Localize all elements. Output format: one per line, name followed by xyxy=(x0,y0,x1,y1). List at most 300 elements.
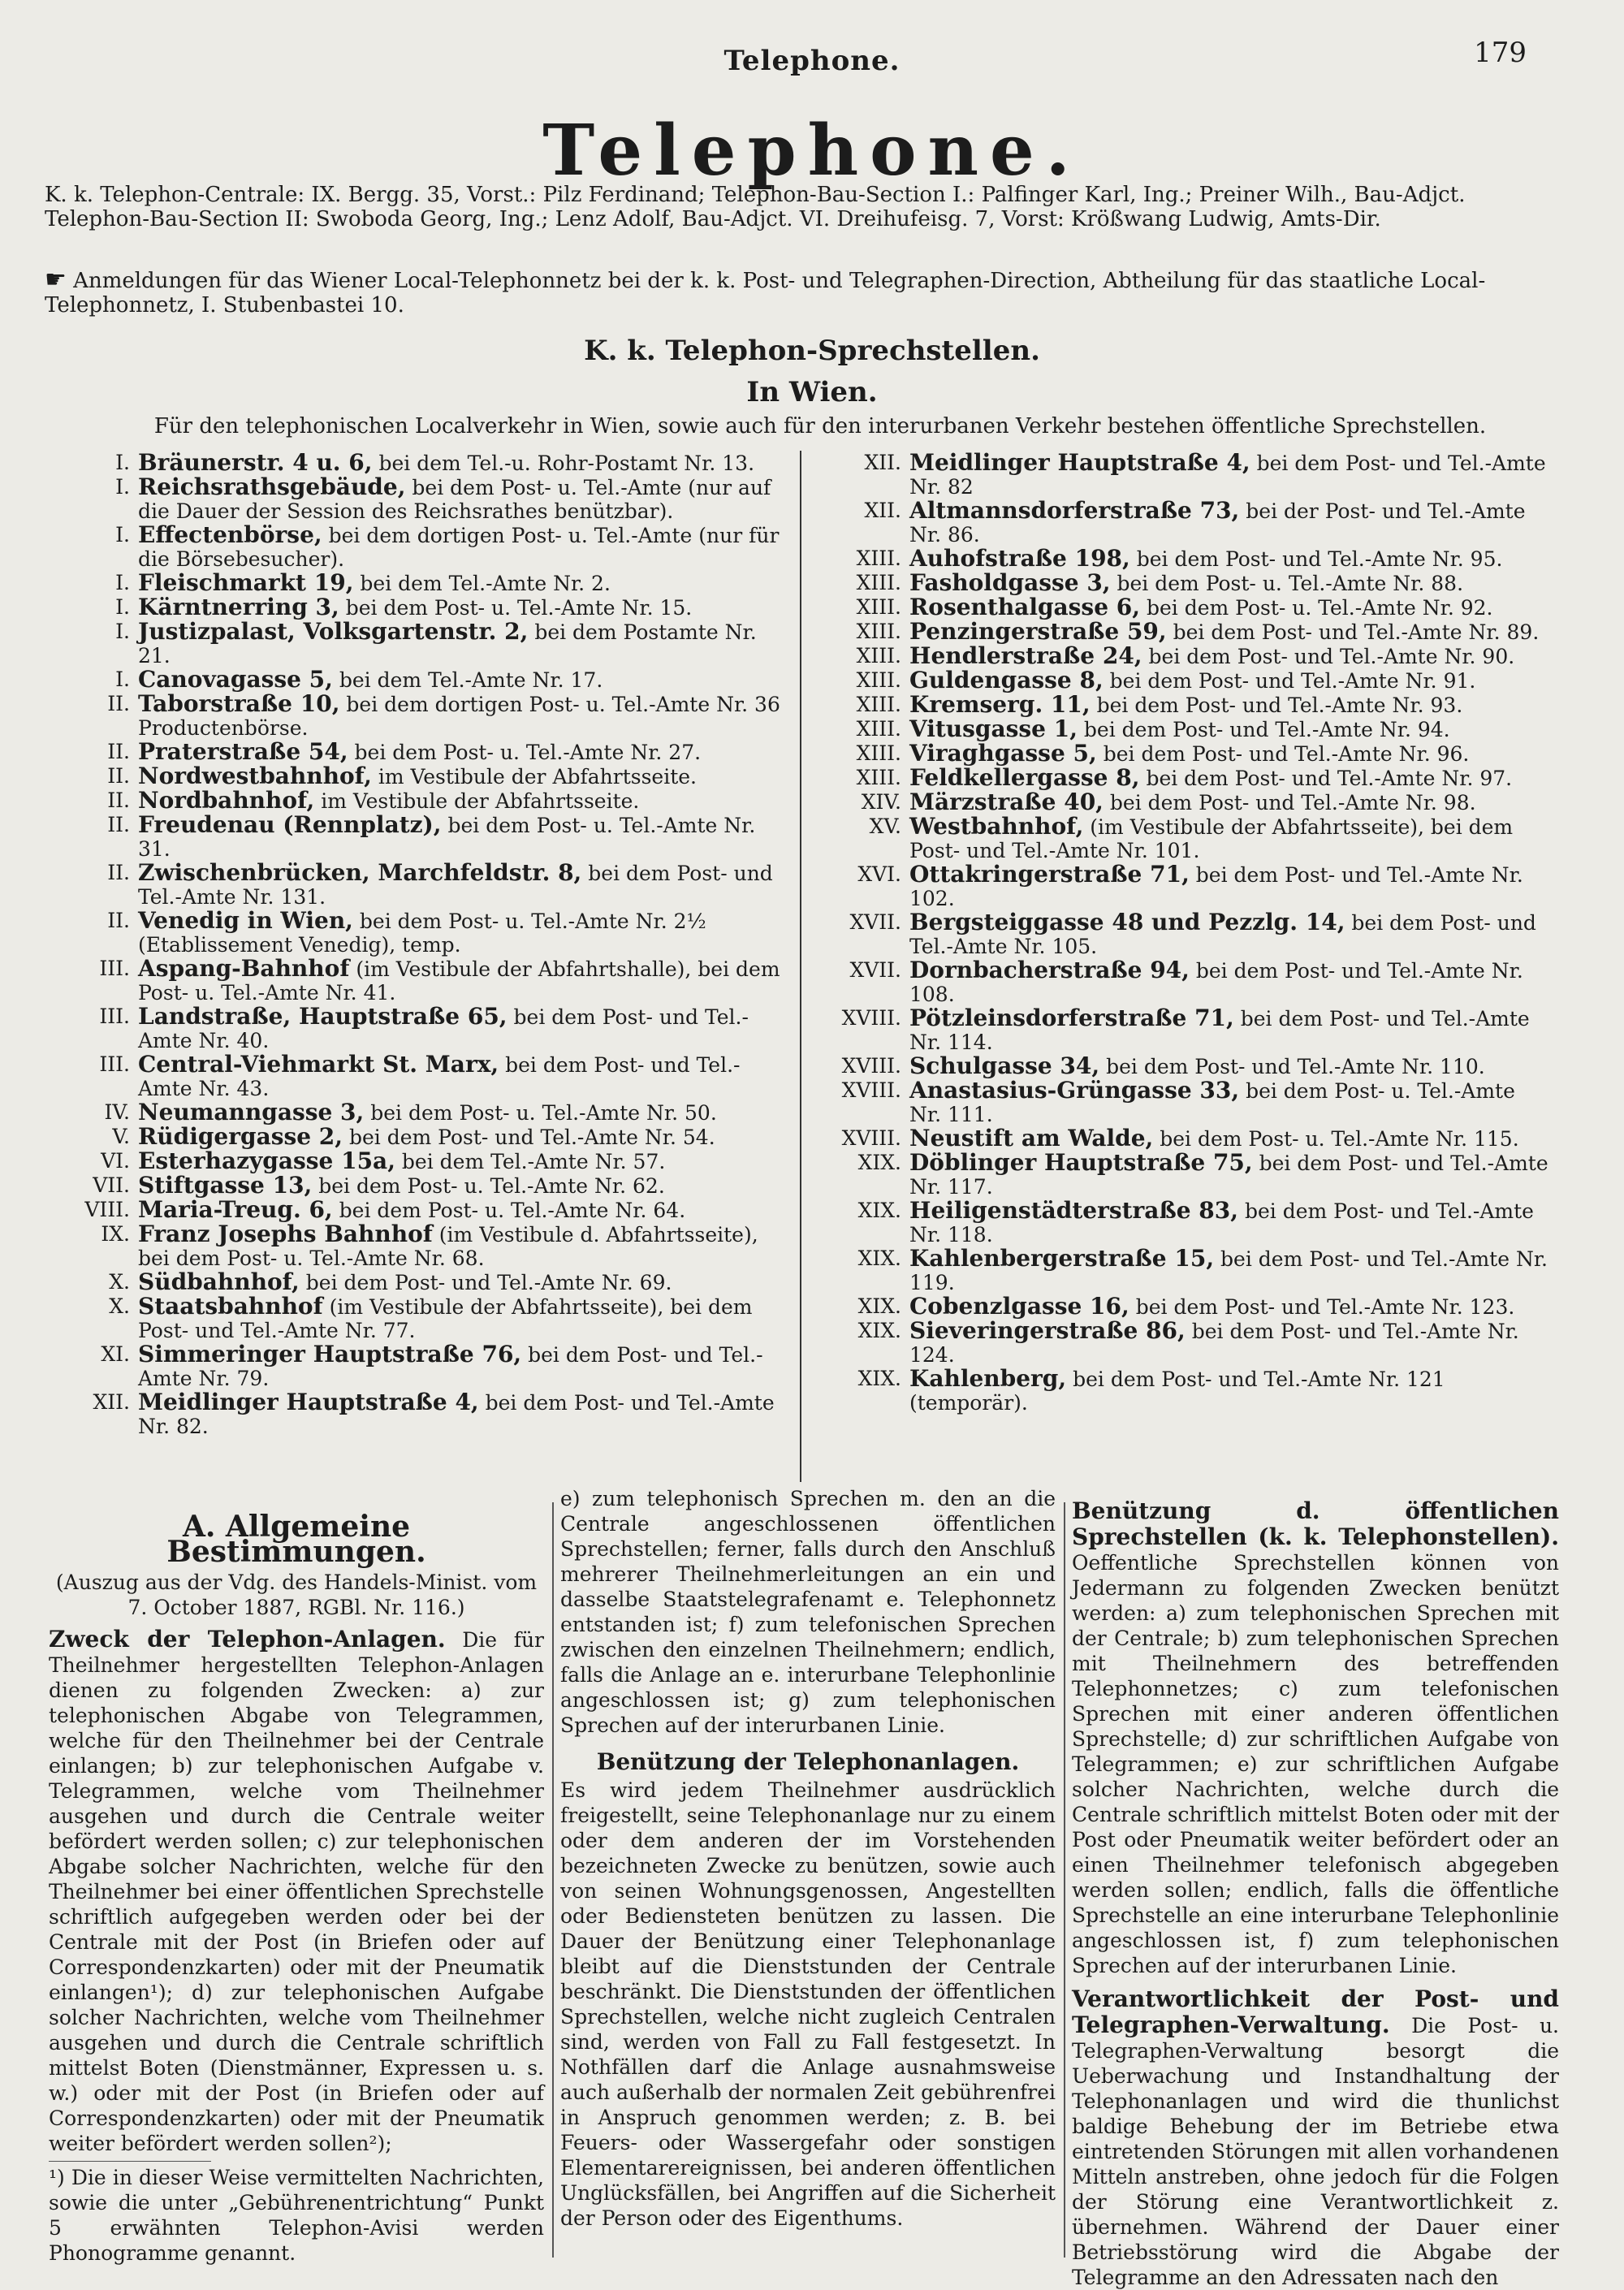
street-name: Central-Viehmarkt St. Marx, xyxy=(138,1051,499,1078)
district-number: XII. xyxy=(864,451,901,474)
sprechstelle-entry xyxy=(73,764,788,789)
entry-text xyxy=(138,523,788,571)
sprechstellen-right-column xyxy=(820,451,1551,1415)
street-name: Feldkellergasse 8, xyxy=(909,764,1140,791)
centrale-paragraph: K. k. Telephon-Centrale: IX. Bergg. 35, Vorst.: Pilz Ferdinand; Telephon-Bau-Section I.: Palfinger Karl, Ing.; Preiner Wilh., Bau-Adjct. Telephon-Bau-Section II: Swoboda Georg, Ing.; Lenz Adolf, Bau-Adjct. VI. Dreihufeisg. 7, Vorst: Krößwang Ludwig, Amts-Dir. xyxy=(45,183,1466,231)
sprechstelle-entry xyxy=(73,1149,788,1173)
entry-text xyxy=(138,1052,788,1100)
district-number: XIX. xyxy=(857,1199,901,1222)
street-name: Zwischenbrücken, Marchfeldstr. 8, xyxy=(138,859,582,886)
street-name: Freudenau (Rennplatz), xyxy=(138,811,442,838)
wien-note: Für den telephonischen Localverkehr in Wien, sowie auch für den interurbanen Verkehr bestehen öffentliche Sprechstellen. xyxy=(153,414,1487,439)
office-info: bei dem Post- und Tel.-Amte Nr. 121 (temporär). xyxy=(909,1368,1445,1415)
office-info: bei dem Post- und Tel.-Amte Nr. 123. xyxy=(1135,1295,1515,1319)
district-number: XIII. xyxy=(856,547,901,570)
sprechstelle-entry xyxy=(73,1100,788,1125)
sprechstelle-entry xyxy=(820,595,1551,620)
office-info: bei dem Post- und Tel.-Amte Nr. 43. xyxy=(138,1053,741,1100)
office-info: bei dem Post- und Tel.-Amte Nr. 54. xyxy=(348,1126,715,1149)
office-info: bei dem Post- und Tel.-Amte Nr. 118. xyxy=(909,1199,1534,1247)
column-divider xyxy=(800,451,801,1482)
anmeldung-paragraph xyxy=(45,268,1531,318)
entry-text xyxy=(138,740,788,764)
sprechstelle-entry xyxy=(73,909,788,957)
office-info: (im Vestibule der Abfahrtsseite), bei dem Post- und Tel.-Amte Nr. 77. xyxy=(138,1295,753,1342)
office-info: bei dem dortigen Post- u. Tel.-Amte Nr. 36 Productenbörse. xyxy=(138,693,780,740)
district-number: X. xyxy=(109,1294,130,1318)
entry-text xyxy=(909,1247,1551,1294)
office-info: bei dem dortigen Post- u. Tel.-Amte (nur für die Börsebesucher). xyxy=(138,524,780,571)
entry-text xyxy=(909,571,1551,595)
entry-text xyxy=(909,693,1551,717)
footnote: ¹) Die in dieser Weise vermittelten Nachrichten, sowie die unter „Gebührenentrichtung“ Punkt 5 erwähnten Telephon-Avisi werden Phonogramme genannt. xyxy=(49,2166,544,2265)
anmeldung-text: Anmeldungen für das Wiener Local-Telephonnetz bei der k. k. Post- und Telegraphen-Direction, Abtheilung für das staatliche Local-Telephonnetz, I. Stubenbastei 10. xyxy=(45,269,1486,318)
oeffentliche-heading: Benützung d. öffentlichen Sprechstellen (k. k. Telephonstellen). xyxy=(1072,1497,1559,1550)
entry-text xyxy=(909,644,1551,668)
entry-text xyxy=(909,451,1551,499)
office-info: bei dem Postamte Nr. 21. xyxy=(138,620,757,668)
office-info: (im Vestibule der Abfahrtsseite), bei dem Post- und Tel.-Amte Nr. 101. xyxy=(909,815,1514,862)
entry-text xyxy=(909,1199,1551,1247)
district-number: I. xyxy=(115,571,130,594)
district-number: II. xyxy=(107,909,130,932)
district-number: XIX. xyxy=(857,1247,901,1270)
street-name: Effectenbörse, xyxy=(138,521,322,548)
sprechstelle-entry xyxy=(820,499,1551,547)
district-number: I. xyxy=(115,523,130,547)
office-info: bei dem Post- und Tel.-Amte Nr. 102. xyxy=(909,863,1523,910)
district-number: III. xyxy=(99,1005,130,1028)
sprechstelle-entry xyxy=(73,740,788,764)
office-info: bei dem Post- und Tel.-Amte Nr. 96. xyxy=(1103,742,1470,766)
entry-text xyxy=(909,910,1551,958)
office-info: bei dem Post- und Tel.-Amte Nr. 105. xyxy=(909,911,1536,958)
office-info: bei dem Post- und Tel.-Amte Nr. 82 xyxy=(909,452,1546,499)
district-number: I. xyxy=(115,595,130,619)
sprechstelle-entry xyxy=(820,1247,1551,1294)
office-info: im Vestibule der Abfahrtsseite. xyxy=(321,789,640,813)
district-number: XIII. xyxy=(856,668,901,692)
page-title: Telephone. xyxy=(542,110,1082,192)
street-name: Praterstraße 54, xyxy=(138,738,348,765)
district-number: XI. xyxy=(101,1342,130,1366)
district-number: XVIII. xyxy=(841,1078,901,1102)
entry-text xyxy=(909,862,1551,910)
benuetzung-text: Es wird jedem Theilnehmer ausdrücklich freigestellt, seine Telephonanlage nur zu einem oder dem anderen der im Vorstehenden bezeichneten Zwecke zu benützen, sowie auch von seinen Wohnungsgenossen, Angestellten oder Bediensteten benützen zu lassen. Die Dauer der Benützung einer Telephonanlage bleibt auf die Dienststunden der Centrale beschränkt. Die Dienststunden der öffentlichen Sprechstellen, welche nicht zugleich Centralen sind, werden von Fall zu Fall festgesetzt. In Nothfällen darf die Anlage ausnahmsweise auch außerhalb der normalen Zeit gebührenfrei in Anspruch genommen werden; z. B. bei Feuers- oder Wassergefahr oder sonstigen Elementarereignissen, bei anderen öffentlichen Unglücksfällen, bei Angriffen auf die Sicherheit der Person oder des Eigenthums. xyxy=(560,1778,1056,2230)
sprechstelle-entry xyxy=(73,1294,788,1342)
street-name: Aspang-Bahnhof xyxy=(138,955,350,982)
district-number: XIII. xyxy=(856,571,901,594)
street-name: Venedig in Wien, xyxy=(138,907,353,934)
street-name: Ottakringerstraße 71, xyxy=(909,861,1190,888)
street-name: Fleischmarkt 19, xyxy=(138,569,354,596)
entry-text xyxy=(138,1198,788,1222)
sprechstelle-entry xyxy=(73,1390,788,1438)
office-info: bei dem Tel.-Amte Nr. 57. xyxy=(401,1150,666,1173)
street-name: Sieveringerstraße 86, xyxy=(909,1317,1186,1344)
district-number: III. xyxy=(99,1052,130,1076)
verantwortlichkeit-text: Die Post- u. Telegraphen-Verwaltung besorgt die Ueberwachung und Instandhaltung der Telephonanlagen und wird die thunlichst baldige Behebung der im Betriebe etwa eintretenden Störungen mit allen vorhandenen Mitteln anstreben, ohne jedoch für die Folgen der Störung eine Verantwortlichkeit z. übernehmen. Während der Dauer einer Betriebsstörung wird die Abgabe der Telegramme an den Adressaten nach den xyxy=(1072,2014,1559,2289)
entry-text xyxy=(909,1151,1551,1199)
column-rule xyxy=(1064,1502,1065,2258)
district-number: XVII. xyxy=(849,910,901,934)
office-info: bei dem Post- und Tel.-Amte Nr. 110. xyxy=(1106,1055,1485,1078)
entry-text xyxy=(138,1222,788,1270)
sprechstelle-entry xyxy=(73,1270,788,1294)
entry-text xyxy=(909,1126,1551,1151)
sprechstelle-entry xyxy=(820,644,1551,668)
sprechstelle-entry xyxy=(820,571,1551,595)
sprechstelle-entry xyxy=(820,1078,1551,1126)
district-number: XVIII. xyxy=(841,1006,901,1030)
office-info: bei dem Post- und Tel.-Amte Nr. 95. xyxy=(1136,547,1503,571)
entry-text xyxy=(909,668,1551,693)
sprechstelle-entry xyxy=(73,1125,788,1149)
entry-text xyxy=(138,764,788,789)
district-number: III. xyxy=(99,957,130,980)
entry-text xyxy=(909,499,1551,547)
street-name: Kärntnerring 3, xyxy=(138,594,339,620)
sprechstelle-entry xyxy=(820,766,1551,790)
sprechstelle-entry xyxy=(820,1319,1551,1367)
street-name: Neumanngasse 3, xyxy=(138,1099,365,1126)
street-name: Dornbacherstraße 94, xyxy=(909,957,1190,983)
district-number: V. xyxy=(112,1125,130,1148)
entry-text xyxy=(138,1149,788,1173)
street-name: Hendlerstraße 24, xyxy=(909,642,1142,669)
entry-text xyxy=(909,1367,1551,1415)
street-name: Bergsteiggasse 48 und Pezzlg. 14, xyxy=(909,909,1345,935)
entry-text xyxy=(909,741,1551,766)
sprechstelle-entry xyxy=(73,1173,788,1198)
sprechstelle-entry xyxy=(820,1126,1551,1151)
entry-text xyxy=(138,1294,788,1342)
street-name: Reichsrathsgebäude, xyxy=(138,473,406,500)
sprechstelle-entry xyxy=(820,620,1551,644)
sprechstelle-entry xyxy=(820,910,1551,958)
entry-text xyxy=(909,814,1551,862)
pointing-hand-icon: ☛ xyxy=(45,266,67,294)
zweck-continuation: e) zum telephonisch Sprechen m. den an die Centrale angeschlossenen öffentlichen Sprechstellen; ferner, falls durch den Anschluß mehrerer Theilnehmerleitungen an ein und dasselbe Staatstelegrafenamt e. Telephonnetz entstanden ist; f) zum telefonischen Sprechen zwischen den einzelnen Theilnehmern; endlich, falls die Anlage an e. interurbane Telephonlinie angeschlossen ist; g) zum telephonischen Sprechen auf der interurbanen Linie. xyxy=(560,1487,1056,1737)
entry-text xyxy=(138,957,788,1005)
street-name: Penzingerstraße 59, xyxy=(909,618,1167,645)
street-name: Staatsbahnhof xyxy=(138,1293,323,1320)
sprechstellen-left-column xyxy=(73,451,788,1438)
office-info: bei dem Post- u. Tel.-Amte Nr. 15. xyxy=(345,596,693,620)
office-info: bei dem Post- und Tel.-Amte Nr. 82. xyxy=(138,1391,775,1438)
street-name: Auhofstraße 198, xyxy=(909,545,1130,572)
entry-text xyxy=(138,571,788,595)
sprechstelle-entry xyxy=(73,475,788,523)
office-info: bei der Post- und Tel.-Amte Nr. 86. xyxy=(909,499,1526,547)
office-info: im Vestibule der Abfahrtsseite. xyxy=(378,765,697,789)
column-rule xyxy=(552,1502,554,2258)
office-info: bei dem Post- und Tel.-Amte Nr. 69. xyxy=(305,1271,672,1294)
sprechstelle-entry xyxy=(73,957,788,1005)
street-name: Fasholdgasse 3, xyxy=(909,569,1111,596)
entry-text xyxy=(909,790,1551,814)
sprechstelle-entry xyxy=(820,862,1551,910)
district-number: I. xyxy=(115,620,130,643)
street-name: Döblinger Hauptstraße 75, xyxy=(909,1149,1253,1176)
street-name: Canovagasse 5, xyxy=(138,666,333,693)
sprechstelle-entry xyxy=(820,1054,1551,1078)
street-name: Meidlinger Hauptstraße 4, xyxy=(138,1389,479,1415)
zweck-text: Die für Theilnehmer hergestellten Telephon-Anlagen dienen zu folgenden Zwecken: a) zur telephonischen Abgabe von Telegrammen, welche für den Theilnehmer bei der Centrale einlangen; b) zur telephonischen Aufgabe v. Telegrammen, welche vom Theilnehmer ausgehen und durch die Centrale weiter befördert werden sollen; c) zur telephonischen Abgabe solcher Nachrichten, welche für den Theilnehmer bei einer öffentlichen Sprechstelle schriftlich aufgegeben werden oder bei der Centrale mit der Post (in Briefen oder auf Correspondenzkarten) oder mit der Pneumatik einlangen¹); d) zur telephonischen Aufgabe solcher Nachrichten, welche vom Theilnehmer ausgehen und durch die Centrale schriftlich mittelst Boten (Dienstmänner, Expressen u. s. w.) oder mit der Post (in Briefen oder auf Correspondenzkarten) oder mit der Pneumatik weiter befördert werden sollen²); xyxy=(49,1628,544,2155)
sprechstellen-heading: K. k. Telephon-Sprechstellen. xyxy=(584,335,1040,367)
street-name: Heiligenstädterstraße 83, xyxy=(909,1197,1238,1224)
office-info: bei dem Post- u. Tel.-Amte Nr. 111. xyxy=(909,1079,1515,1126)
district-number: XIX. xyxy=(857,1319,901,1342)
entry-text xyxy=(909,595,1551,620)
sprechstelle-entry xyxy=(820,790,1551,814)
district-number: II. xyxy=(107,789,130,812)
entry-text xyxy=(909,620,1551,644)
entry-text xyxy=(138,1270,788,1294)
sprechstelle-entry xyxy=(73,813,788,861)
street-name: Taborstraße 10, xyxy=(138,690,340,717)
sprechstelle-entry xyxy=(73,668,788,692)
street-name: Kahlenberg, xyxy=(909,1365,1067,1392)
entry-text xyxy=(138,1390,788,1438)
running-title: Telephone. xyxy=(723,45,901,77)
street-name: Landstraße, Hauptstraße 65, xyxy=(138,1003,508,1030)
sprechstelle-entry xyxy=(820,547,1551,571)
entry-text xyxy=(138,668,788,692)
sprechstelle-entry xyxy=(820,958,1551,1006)
office-info: bei dem Tel.-Amte Nr. 2. xyxy=(360,572,611,595)
office-info: bei dem Post- u. Tel.-Amte Nr. 115. xyxy=(1160,1127,1519,1151)
street-name: Pötzleinsdorferstraße 71, xyxy=(909,1005,1234,1031)
entry-text xyxy=(909,1294,1551,1319)
sprechstelle-entry xyxy=(820,1006,1551,1054)
district-number: IV. xyxy=(104,1100,130,1124)
entry-text xyxy=(138,1125,788,1149)
sprechstelle-entry xyxy=(73,1005,788,1052)
office-info: bei dem Post- und Tel.-Amte Nr. 98. xyxy=(1109,791,1476,814)
district-number: XVII. xyxy=(849,958,901,982)
oeffentliche-paragraph xyxy=(1072,1498,1559,1978)
office-info: bei dem Tel.-u. Rohr-Postamt Nr. 13. xyxy=(378,452,755,475)
sprechstelle-entry xyxy=(73,1198,788,1222)
district-number: XVIII. xyxy=(841,1126,901,1150)
district-number: XIV. xyxy=(861,790,901,814)
district-number: VI. xyxy=(101,1149,130,1173)
entry-text xyxy=(138,813,788,861)
entry-text xyxy=(909,1319,1551,1367)
office-info: bei dem Post- u. Tel.-Amte (nur auf die Dauer der Session des Reichsrathes benützbar). xyxy=(138,476,771,523)
entry-text xyxy=(138,620,788,668)
footnote-rule xyxy=(49,2161,211,2162)
sprechstelle-entry xyxy=(820,1199,1551,1247)
district-number: VII. xyxy=(93,1173,130,1197)
sprechstelle-entry xyxy=(820,668,1551,693)
zweck-heading: Zweck der Telephon-Anlagen. xyxy=(49,1626,446,1653)
district-number: XVI. xyxy=(857,862,901,886)
office-info: bei dem Post- u. Tel.-Amte Nr. 62. xyxy=(318,1174,665,1198)
district-number: XIII. xyxy=(856,595,901,619)
street-name: Westbahnhof, xyxy=(909,813,1084,840)
district-number: XIII. xyxy=(856,693,901,716)
sprechstelle-entry xyxy=(73,861,788,909)
sprechstelle-entry xyxy=(820,741,1551,766)
entry-text xyxy=(909,1054,1551,1078)
entry-text xyxy=(138,475,788,523)
street-name: Märzstraße 40, xyxy=(909,789,1104,815)
bottom-column-1 xyxy=(49,1510,544,2266)
office-info: bei dem Post- u. Tel.-Amte Nr. 64. xyxy=(339,1199,686,1222)
entry-text xyxy=(138,1100,788,1125)
sprechstelle-entry xyxy=(820,717,1551,741)
entry-text xyxy=(138,1342,788,1390)
entry-text xyxy=(138,789,788,813)
sprechstelle-entry xyxy=(820,451,1551,499)
source-note: (Auszug aus der Vdg. des Handels-Minist. vom 7. October 1887, RGBl. Nr. 116.) xyxy=(55,1571,538,1619)
street-name: Guldengasse 8, xyxy=(909,667,1104,693)
office-info: bei dem Post- und Tel.-Amte Nr. 119. xyxy=(909,1247,1548,1294)
entry-text xyxy=(138,692,788,740)
office-info: (im Vestibule der Abfahrtshalle), bei dem Post- u. Tel.-Amte Nr. 41. xyxy=(138,957,780,1005)
district-number: XIII. xyxy=(856,717,901,741)
entry-text xyxy=(138,451,788,475)
office-info: bei dem Post- und Tel.-Amte Nr. 79. xyxy=(138,1343,763,1390)
sprechstelle-entry xyxy=(820,693,1551,717)
office-info: (im Vestibule d. Abfahrtsseite), bei dem Post- u. Tel.-Amte Nr. 68. xyxy=(138,1223,758,1270)
district-number: I. xyxy=(115,451,130,474)
bottom-column-2 xyxy=(560,1486,1056,2231)
office-info: bei dem Post- und Tel.-Amte Nr. 89. xyxy=(1173,620,1540,644)
page-number: 179 xyxy=(1474,37,1527,69)
street-name: Rosenthalgasse 6, xyxy=(909,594,1140,620)
street-name: Simmeringer Hauptstraße 76, xyxy=(138,1341,522,1368)
sprechstelle-entry xyxy=(73,523,788,571)
street-name: Schulgasse 34, xyxy=(909,1052,1100,1079)
district-number: XIX. xyxy=(857,1367,901,1390)
street-name: Altmannsdorferstraße 73, xyxy=(909,497,1240,524)
district-number: I. xyxy=(115,668,130,691)
street-name: Esterhazygasse 15a, xyxy=(138,1147,395,1174)
office-info: bei dem Post- und Tel.-Amte Nr. 97. xyxy=(1146,767,1513,790)
sprechstelle-entry xyxy=(73,595,788,620)
section-title: A. Allgemeine Bestimmungen. xyxy=(166,1510,426,1569)
street-name: Vitusgasse 1, xyxy=(909,715,1078,742)
street-name: Cobenzlgasse 16, xyxy=(909,1293,1129,1320)
oeffentliche-text: Oeffentliche Sprechstellen können von Jedermann zu folgenden Zwecken benützt werden: a) zum telephonischen Sprechen mit der Centrale; b) zum telephonischen Sprechen mit Theilnehmern des betreffenden Telephonnetzes; c) zum telefonischen Sprechen mit einer anderen öffentlichen Sprechstelle; d) zur schriftlichen Aufgabe von Telegrammen; e) zur schriftlichen Aufgabe solcher Nachrichten, welche durch die Centrale schriftlich mittelst Boten oder mit der Post oder Pneumatik weiter befördert oder an einen Theilnehmer telefonisch abgegeben werden sollen; endlich, falls die öffentliche Sprechstelle an eine interurbane Telephonlinie angeschlossen ist, f) zum telephonischen Sprechen auf der interurbanen Linie. xyxy=(1072,1551,1559,1977)
street-name: Justizpalast, Volksgartenstr. 2, xyxy=(138,618,529,645)
sprechstelle-entry xyxy=(73,692,788,740)
sprechstelle-entry xyxy=(820,1367,1551,1415)
district-number: X. xyxy=(109,1270,130,1294)
office-info: bei dem Post- und Tel.-Amte Nr. 114. xyxy=(909,1007,1530,1054)
office-info: bei dem Post- und Tel.-Amte Nr. 93. xyxy=(1096,693,1463,717)
benuetzung-heading: Benützung der Telephonanlagen. xyxy=(596,1748,1020,1775)
district-number: XIX. xyxy=(857,1151,901,1174)
office-info: bei dem Post- und Tel.-Amte Nr. 124. xyxy=(909,1320,1519,1367)
office-info: bei dem Post- u. Tel.-Amte Nr. 27. xyxy=(354,741,702,764)
district-number: VIII. xyxy=(84,1198,130,1221)
district-number: I. xyxy=(115,475,130,499)
sprechstelle-entry xyxy=(73,1222,788,1270)
district-number: XVIII. xyxy=(841,1054,901,1078)
street-name: Kremserg. 11, xyxy=(909,691,1091,718)
street-name: Rüdigergasse 2, xyxy=(138,1123,343,1150)
district-number: II. xyxy=(107,740,130,763)
bottom-column-3 xyxy=(1072,1498,1559,2290)
office-info: bei dem Post- und Tel.-Amte Nr. 91. xyxy=(1109,669,1476,693)
office-info: bei dem Post- u. Tel.-Amte Nr. 88. xyxy=(1116,572,1464,595)
district-number: II. xyxy=(107,861,130,884)
district-number: XIII. xyxy=(856,620,901,643)
street-name: Viraghgasse 5, xyxy=(909,740,1097,767)
sprechstelle-entry xyxy=(73,1052,788,1100)
sprechstelle-entry xyxy=(73,1342,788,1390)
district-number: II. xyxy=(107,764,130,788)
sprechstelle-entry xyxy=(820,1294,1551,1319)
district-number: XII. xyxy=(864,499,901,522)
office-info: bei dem Post- und Tel.-Amte Nr. 94. xyxy=(1083,718,1450,741)
office-info: bei dem Post- und Tel.-Amte Nr. 40. xyxy=(138,1005,749,1052)
street-name: Stiftgasse 13, xyxy=(138,1172,313,1199)
street-name: Franz Josephs Bahnhof xyxy=(138,1221,433,1247)
entry-text xyxy=(909,1006,1551,1054)
entry-text xyxy=(138,861,788,909)
office-info: bei dem Post- und Tel.-Amte Nr. 117. xyxy=(909,1151,1548,1199)
sprechstelle-entry xyxy=(73,451,788,475)
district-number: XIII. xyxy=(856,644,901,668)
street-name: Maria-Treug. 6, xyxy=(138,1196,333,1223)
verantwortlichkeit-heading: Verantwortlichkeit der Post- und Telegraphen-Verwaltung. xyxy=(1072,1985,1559,2038)
entry-text xyxy=(138,595,788,620)
street-name: Südbahnhof, xyxy=(138,1268,300,1295)
entry-text xyxy=(909,958,1551,1006)
office-info: bei dem Post- u. Tel.-Amte Nr. 2½ (Etablissement Venedig), temp. xyxy=(138,910,706,957)
district-number: XIII. xyxy=(856,766,901,789)
entry-text xyxy=(909,547,1551,571)
district-number: XIII. xyxy=(856,741,901,765)
entry-text xyxy=(138,1005,788,1052)
verantwortlichkeit-paragraph xyxy=(1072,1986,1559,2290)
district-number: II. xyxy=(107,813,130,836)
street-name: Neustift am Walde, xyxy=(909,1125,1154,1151)
office-info: bei dem Tel.-Amte Nr. 17. xyxy=(339,668,603,692)
district-number: XV. xyxy=(869,814,901,838)
entry-text xyxy=(138,1173,788,1198)
office-info: bei dem Post- u. Tel.-Amte Nr. 50. xyxy=(370,1101,717,1125)
in-wien-heading: In Wien. xyxy=(746,376,878,408)
street-name: Anastasius-Grüngasse 33, xyxy=(909,1077,1240,1104)
street-name: Bräunerstr. 4 u. 6, xyxy=(138,449,373,476)
office-info: bei dem Post- und Tel.-Amte Nr. 131. xyxy=(138,862,773,909)
sprechstelle-entry xyxy=(820,1151,1551,1199)
entry-text xyxy=(909,1078,1551,1126)
sprechstelle-entry xyxy=(73,620,788,668)
entry-text xyxy=(909,717,1551,741)
street-name: Meidlinger Hauptstraße 4, xyxy=(909,449,1250,476)
street-name: Nordbahnhof, xyxy=(138,787,315,814)
street-name: Nordwestbahnhof, xyxy=(138,763,372,789)
street-name: Kahlenbergerstraße 15, xyxy=(909,1245,1215,1272)
office-info: bei dem Post- und Tel.-Amte Nr. 108. xyxy=(909,959,1523,1006)
entry-text xyxy=(909,766,1551,790)
office-info: bei dem Post- und Tel.-Amte Nr. 90. xyxy=(1148,645,1515,668)
zweck-paragraph xyxy=(49,1627,544,2156)
district-number: XIX. xyxy=(857,1294,901,1318)
sprechstelle-entry xyxy=(73,571,788,595)
sprechstelle-entry xyxy=(73,789,788,813)
district-number: XII. xyxy=(93,1390,130,1414)
district-number: IX. xyxy=(101,1222,130,1246)
sprechstelle-entry xyxy=(820,814,1551,862)
